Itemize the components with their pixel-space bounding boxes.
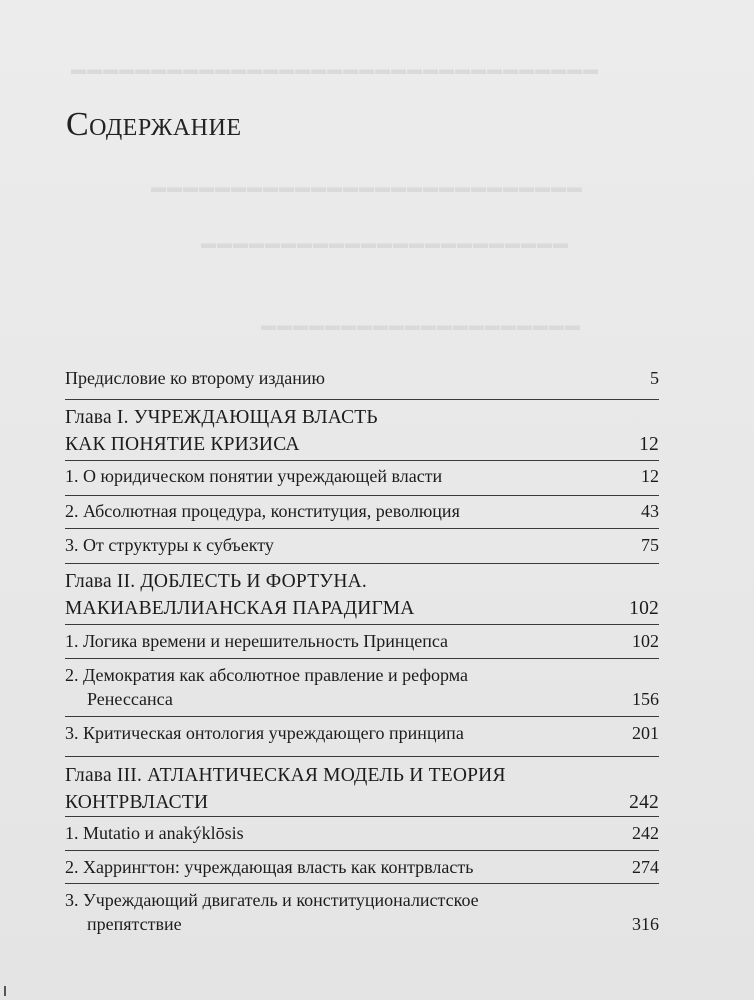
toc-entry-title: Глава III. АТЛАНТИЧЕСКАЯ МОДЕЛЬ И ТЕОРИЯ [65, 765, 506, 786]
toc-entry-2-3[interactable] [65, 721, 659, 745]
toc-entry-title: 1. Mutatio и anakýklōsis [65, 823, 244, 843]
toc-entry-title: 3. От структуры к субъекту [65, 535, 274, 555]
toc-entry-page: 12 [641, 466, 659, 486]
section-divider [65, 563, 659, 564]
toc-entry-2-2[interactable] [65, 663, 659, 711]
section-divider [65, 460, 659, 461]
toc-entry-page: 75 [641, 535, 659, 555]
toc-entry-title: Предисловие ко второму изданию [65, 368, 325, 388]
bleed-through-text: ▬▬▬▬▬▬▬▬▬▬▬▬▬▬▬▬▬▬▬▬ [260, 318, 580, 334]
section-divider [65, 528, 659, 529]
page-edge-mark [4, 986, 6, 996]
page-title: Содержание [66, 106, 242, 143]
section-divider [65, 716, 659, 717]
toc-entry-page: 242 [632, 823, 659, 843]
toc-entry-page: 274 [632, 857, 659, 877]
toc-chapter-2[interactable] [65, 568, 659, 622]
toc-entry-title: 3. Критическая онтология учреждающего принципа [65, 723, 464, 743]
toc-entry-page: 201 [632, 723, 659, 743]
toc-entry-page: 5 [650, 368, 659, 388]
toc-entry-title: Глава I. УЧРЕЖДАЮЩАЯ ВЛАСТЬ [65, 407, 378, 428]
toc-entry-3-3[interactable] [65, 888, 659, 936]
toc-chapter-3[interactable] [65, 762, 659, 816]
section-divider [65, 658, 659, 659]
toc-entry-title-cont: Ренессанса [87, 689, 173, 709]
toc-entry-title-cont: КОНТРВЛАСТИ [65, 792, 209, 813]
section-divider [65, 756, 659, 757]
toc-entry-1-3[interactable] [65, 533, 659, 557]
toc-entry-page: 156 [632, 689, 659, 709]
toc-entry-title: 2. Абсолютная процедура, конституция, революция [65, 501, 460, 521]
bleed-through-text: ▬▬▬▬▬▬▬▬▬▬▬▬▬▬▬▬▬▬▬▬▬▬▬▬▬▬▬ [150, 180, 582, 196]
toc-chapter-1[interactable] [65, 404, 659, 458]
toc-entry-title: 1. Логика времени и нерешительность Принцепса [65, 631, 449, 651]
toc-entry-title: 3. Учреждающий двигатель и конституционалистское [65, 890, 479, 910]
section-divider [65, 883, 659, 884]
toc-entry-title: 1. О юридическом понятии учреждающей власти [65, 466, 443, 486]
section-divider [65, 624, 659, 625]
toc-entry-1-2[interactable] [65, 499, 659, 523]
section-divider [65, 816, 659, 817]
toc-entry-page: 242 [629, 792, 659, 813]
section-divider [65, 850, 659, 851]
toc-entry-title-cont: КАК ПОНЯТИЕ КРИЗИСА [65, 434, 300, 455]
bleed-through-text: ▬▬▬▬▬▬▬▬▬▬▬▬▬▬▬▬▬▬▬▬▬▬▬ [200, 236, 568, 252]
section-divider [65, 399, 659, 400]
section-divider [65, 495, 659, 496]
toc-entry-preface[interactable] [65, 366, 659, 390]
toc-entry-title: 2. Демократия как абсолютное правление и реформа [65, 665, 469, 685]
toc-entry-3-2[interactable] [65, 855, 659, 879]
toc-entry-page: 12 [639, 434, 659, 455]
toc-entry-1-1[interactable] [65, 464, 659, 488]
toc-entry-page: 316 [632, 914, 659, 934]
toc-entry-title-cont: препятствие [87, 914, 182, 934]
toc-entry-3-1[interactable] [65, 821, 659, 845]
toc-entry-page: 43 [641, 501, 659, 521]
toc-entry-title-cont: МАКИАВЕЛЛИАНСКАЯ ПАРАДИГМА [65, 598, 415, 619]
toc-entry-2-1[interactable] [65, 629, 659, 653]
toc-entry-title: 2. Харрингтон: учреждающая власть как контрвласть [65, 857, 474, 877]
toc-entry-title: Глава II. ДОБЛЕСТЬ И ФОРТУНА. [65, 571, 367, 592]
toc-entry-page: 102 [632, 631, 659, 651]
bleed-through-text: ▬▬▬▬▬▬▬▬▬▬▬▬▬▬▬▬▬▬▬▬▬▬▬▬▬▬▬▬▬▬▬▬▬ [70, 62, 598, 78]
toc-entry-page: 102 [629, 598, 659, 619]
